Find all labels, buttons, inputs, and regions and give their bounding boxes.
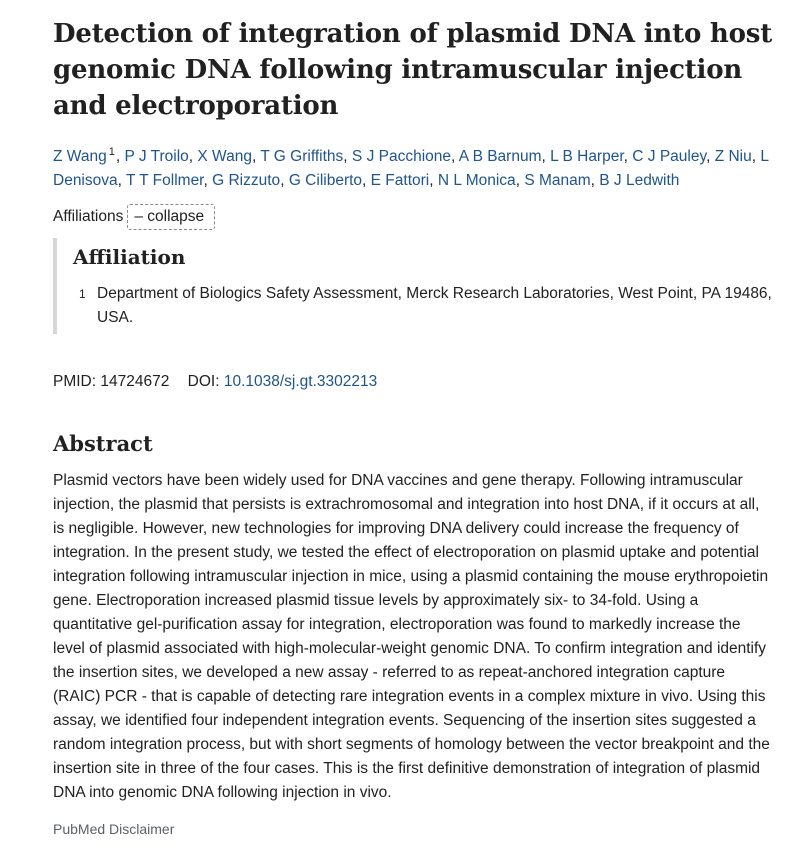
article-title: Detection of integration of plasmid DNA into host genomic DNA following intramuscular injection and electroporation bbox=[53, 19, 773, 121]
author-link[interactable]: G Rizzuto bbox=[212, 172, 281, 189]
affiliation-number: 1 bbox=[79, 287, 86, 301]
author-link[interactable]: P J Troilo bbox=[124, 148, 189, 165]
author-list: Z Wang $^1$, P J Troilo, X Wang, T G Griffiths, S J Pacchione, A B Barnum, L B Harper, C J Pauley, Z Niu, L Denisova, T T Follmer, G Rizzuto, G Ciliberto, E Fattori, N L Monica, S Manam, B J Ledwith bbox=[53, 145, 769, 189]
author-link[interactable]: Z Niu bbox=[714, 148, 752, 165]
doi-label: DOI: bbox=[187, 373, 220, 390]
author-affiliation-sup[interactable]: 1 bbox=[108, 145, 115, 158]
abstract-text: Plasmid vectors have been widely used for DNA vaccines and gene therapy. Following intramuscular injection, the plasmid that persists is extrachromosomal and integration into host DNA, if it occurs at all, is negligible. However, new technologies for improving DNA delivery could increase the frequency of integration. In the present study, we tested the effect of electroporation on plasmid uptake and potential integration following intramuscular injection in mice, using a plasmid containing the mouse erythropoietin gene. Electroporation increased plasmid tissue levels by approximately six- to 34-fold. Using a quantitative gel-purification assay for integration, electroporation was found to markedly increase the level of plasmid associated with high-molecular-weight genomic DNA. To confirm integration and identify the insertion sites, we developed a new assay - referred to as repeat-anchored integration capture (RAIC) PCR - that is capable of detecting rare integration events in a complex mixture in vivo. Using this assay, we identified four independent integration events. Sequencing of the insertion sites suggested a random integration process, but with short segments of homology between the vector breakpoint and the insertion site in three of the four cases. This is the first definitive demonstration of integration of plasmid DNA into genomic DNA following injection in vivo. bbox=[53, 472, 770, 801]
affiliation-panel bbox=[53, 238, 773, 334]
author-link[interactable]: L B Harper bbox=[550, 148, 624, 165]
affiliations-label: Affiliations bbox=[53, 208, 124, 225]
affiliation-text: Department of Biologics Safety Assessment, Merck Research Laboratories, West Point, PA 19486, USA. bbox=[97, 285, 772, 326]
abstract-heading: Abstract bbox=[53, 431, 153, 456]
pubmed-disclaimer-link[interactable]: PubMed Disclaimer bbox=[53, 821, 175, 837]
article-page bbox=[53, 16, 773, 839]
affiliation-item bbox=[73, 282, 773, 330]
author-link[interactable]: B J Ledwith bbox=[599, 172, 680, 189]
article-identifiers bbox=[53, 370, 773, 394]
author-link[interactable]: E Fattori bbox=[370, 172, 430, 189]
collapse-affiliations-button[interactable]: – collapse bbox=[127, 204, 215, 230]
author-link[interactable]: T T Follmer bbox=[125, 172, 204, 189]
author-link[interactable]: T G Griffiths bbox=[260, 148, 344, 165]
author-link[interactable]: G Ciliberto bbox=[288, 172, 363, 189]
author-link[interactable]: S Manam bbox=[524, 172, 591, 189]
pmid-value: 14724672 bbox=[100, 373, 170, 390]
author-link[interactable]: S J Pacchione bbox=[351, 148, 452, 165]
author-link[interactable]: A B Barnum bbox=[458, 148, 542, 165]
pmid-label: PMID: bbox=[53, 373, 97, 390]
author-link[interactable]: N L Monica bbox=[437, 172, 516, 189]
doi-link[interactable]: 10.1038/sj.gt.3302213 bbox=[223, 373, 378, 390]
author-link[interactable]: C J Pauley bbox=[632, 148, 707, 165]
affiliation-heading: Affiliation bbox=[73, 245, 186, 269]
author-link[interactable]: Z Wang bbox=[53, 148, 107, 165]
author-link[interactable]: X Wang bbox=[197, 148, 252, 165]
affiliations-toggle-row bbox=[53, 204, 773, 230]
author-link[interactable]: L Denisova bbox=[53, 148, 769, 189]
